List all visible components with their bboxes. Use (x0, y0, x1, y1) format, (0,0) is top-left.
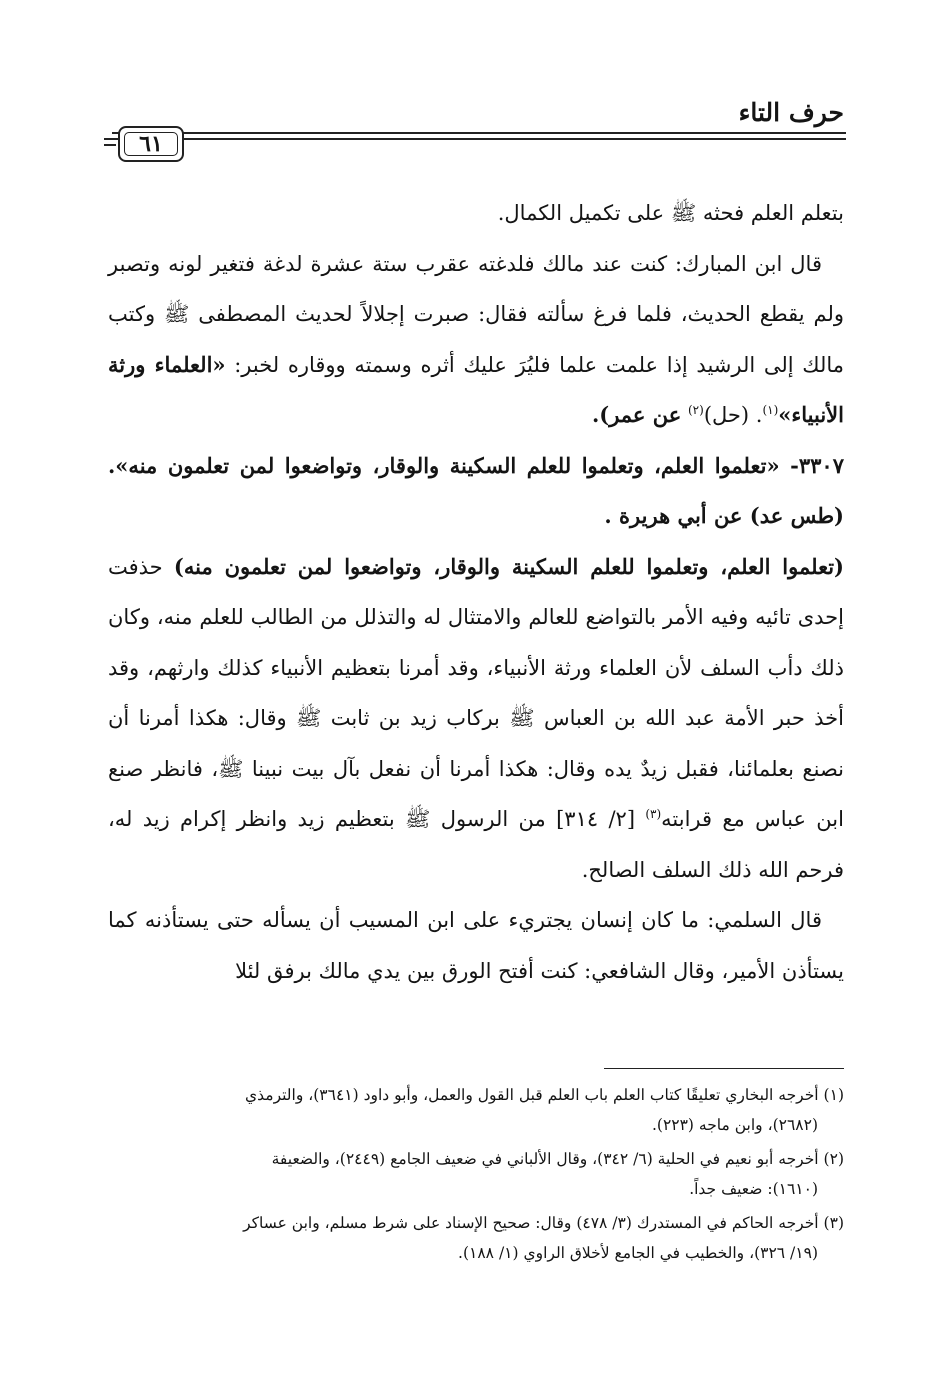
paragraph-text: قال ابن المبارك: كنت عند مالك فلدغته عقرب ستة عشرة لدغة فتغير لونه وتصبر ولم يقطع الحديث، فلما فرغ سألته فقال: صبرت إجلالاً لحديث المصطفى ﷺ وكتب مالك إلى الرشيد إذا علمت علما فليُرَ عليك أثره وسمته ووقاره لخبر: (108, 251, 844, 377)
running-title: حرف التاء (738, 98, 844, 127)
footnote-text-cont: (١٦١٠): ضعيف جداً. (689, 1180, 818, 1198)
main-text (108, 188, 844, 996)
hadith-text: «تعلموا العلم، وتعلموا للعلم السكينة والوقار، وتواضعوا لمن تعلمون منه». (طس عد) عن أبي هريرة . (108, 452, 844, 528)
commentary-text-end: من الرسول ﷺ بتعظيم زيد وانظر إكرام زيد له، فرحم الله ذلك السلف الصالح. (108, 807, 844, 882)
footnote-text: أخرجه البخاري تعليقًا كتاب العلم باب العلم قبل القول والعمل، وأبو داود (٣٦٤١)، والترمذي (245, 1086, 819, 1104)
header-rule-end-2 (104, 144, 116, 146)
page-number-box (118, 126, 184, 162)
hadith-quote: «العلماء ورثة الأنبياء» (108, 351, 844, 427)
footnote-number: (٣) (823, 1214, 844, 1232)
header-rule (112, 132, 846, 146)
footnote-text-cont: (١٩/ ٣٢٦)، والخطيب في الجامع لأخلاق الراوي (١/ ١٨٨). (458, 1244, 818, 1262)
footnote-ref-3: (٣) (645, 807, 662, 821)
footnote-ref-2: (٢) (687, 403, 704, 417)
hadith-entry (108, 441, 844, 542)
source-abbrev: . (حل) (703, 403, 763, 427)
footnote (108, 1208, 844, 1268)
footnote-ref-1: (١) (762, 403, 779, 417)
footnote-text: أخرجه الحاكم في المستدرك (٣/ ٤٧٨) وقال: صحيح الإسناد على شرط مسلم، وابن عساكر (243, 1214, 819, 1232)
paragraph-sulami: قال السلمي: ما كان إنسان يجتريء على ابن المسيب أن يسأله حتى يستأذنه كما يستأذن الأمير، وقال الشافعي: كنت أفتح الورق بين يدي مالك برفق لئلا (108, 908, 844, 983)
page-number: ٦١ (139, 131, 163, 157)
volume-page-ref: [٢/ ٣١٤] (556, 807, 636, 831)
commentary-text: حذفت إحدى تائيه وفيه الأمر بالتواضع للعالم والامتثال له والتذلل من الطالب للعلم منه، وكان ذلك دأب السلف لأن العلماء ورثة الأنبياء، وقد أمرنا بتعظيم الأنبياء كذلك وارثهم، وقد أخذ حبر الأمة عبد الله بن العباس ﷺ بركاب زيد بن ثابت ﷺ وقال: هكذا أمرنا أن نصنع بعلمائنا، فقبل زيدٌ يده وقال: هكذا أمرنا أن نفعل بآل بيت نبينا ﷺ، فانظر صنع ابن عباس مع قرابته (108, 554, 844, 831)
hadith-number: ٣٣٠٧- (790, 452, 844, 478)
commentary-paragraph (108, 542, 844, 896)
paragraph-continuation: بتعلم العلم فحثه ﷺ على تكميل الكمال. (497, 201, 844, 225)
narrator: عن عمر). (591, 402, 682, 427)
header-rule-end (104, 138, 116, 140)
footnote (108, 1144, 844, 1204)
footnote-number: (٢) (823, 1150, 844, 1168)
footnote (108, 1080, 844, 1140)
footnote-rule (604, 1068, 844, 1069)
paragraph-ibn-mubarak (108, 239, 844, 441)
footnote-text-cont: (٢٦٨٢)، وابن ماجه (٢٢٣). (651, 1116, 818, 1134)
commentary-heading: (تعلموا العلم، وتعلموا للعلم السكينة والوقار، وتواضعوا لمن تعلمون منه) (173, 553, 844, 579)
footnote-number: (١) (823, 1086, 844, 1104)
footnotes (108, 1080, 844, 1272)
footnote-text: أخرجه أبو نعيم في الحلية (٦/ ٣٤٢)، وقال الألباني في ضعيف الجامع (٢٤٤٩)، والضعيفة (271, 1150, 819, 1168)
